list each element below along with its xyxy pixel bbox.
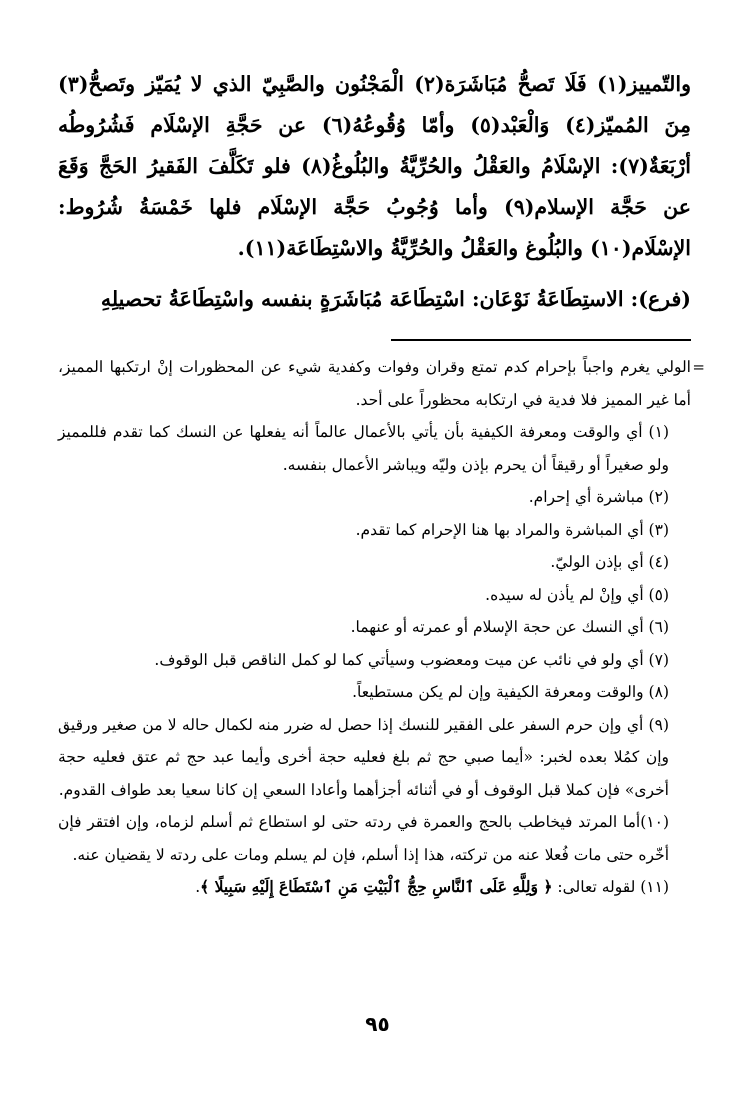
footnote-8: (٨) والوقت ومعرفة الكيفية وإن لم يكن مستطيعاً. bbox=[352, 683, 669, 701]
footnote-3: (٣) أي المباشرة والمراد بها هنا الإحرام كما تقدم. bbox=[355, 520, 669, 539]
footnote-separator bbox=[391, 339, 691, 341]
continuation-mark: = bbox=[692, 358, 705, 376]
footnote-11 bbox=[58, 871, 691, 904]
quran-verse: ﴿ وَلِلَّهِ عَلَى ٱلنَّاسِ حِجُّ ٱلْبَيْتِ مَنِ ٱسْتَطَاعَ إِلَيْهِ سَبِيلًا ﴾ bbox=[200, 877, 553, 896]
footnotes bbox=[58, 351, 705, 904]
footnote-2: (٢) مباشرة أي إحرام. bbox=[528, 488, 669, 506]
footnote-1: (١) أي والوقت ومعرفة الكيفية بأن يأتي بالأعمال عالماً أنه يفعلها عن النسك كما تقدم فللمميز ولو صغيراً أو رقيقاً أن يحرم بإذن وليّه ويباشر الأعمال بنفسه. bbox=[58, 423, 669, 474]
footnote-7: (٧) أي ولو في نائب عن ميت ومعضوب وسيأتي كما لو كمل الناقص قبل الوقوف. bbox=[154, 650, 669, 669]
footnote-11-suffix: . bbox=[195, 878, 201, 896]
main-text bbox=[58, 64, 691, 320]
footnote-continuation: الولي يغرم واجباً بإحرام كدم تمتع وقران وفوات وكفدية شيء عن المحظورات إنْ ارتكبها المميز، أما غير المميز فلا فدية في ارتكابه محظوراً على أحد. bbox=[58, 358, 691, 409]
footnote-9: (٩) أي وإن حرم السفر على الفقير للنسك إذا حصل له ضرر منه لكمال حاله لا من صغير ورقيق وإن كمُلا بعده لخبر: «أيما صبي حج ثم بلغ فعليه حجة أخرى وأيما عبد حج ثم عتق فعليه حجة أخرى» فإن كملا قبل الوقوف أو في أثنائه أجزأهما وأعادا السعي إن كانا سعيا بعد طواف القدوم. bbox=[58, 715, 669, 799]
footnote-5: (٥) أي وإنْ لم يأذن له سيده. bbox=[485, 585, 669, 604]
footnote-10: (١٠)أما المرتد فيخاطب بالحج والعمرة في ردته حتى لو استطاع ثم أسلم لزماه، وإن افتقر فإن أخّره حتى مات فُعلا عنه من تركته، هذا إذا أسلم، فإن لم يسلم ومات على ردته لا يقضيان عنه. bbox=[58, 813, 669, 864]
subsection-paragraph: (فرع): الاستِطَاعَةُ نَوْعَان: اسْتِطَاعَة مُبَاشَرَةٍ بنفسه واسْتِطَاعَةُ تحصيلِهِ bbox=[100, 287, 691, 311]
footnote-6: (٦) أي النسك عن حجة الإسلام أو عمرته أو عنهما. bbox=[350, 618, 669, 636]
footnote-11-prefix: (١١) لقوله تعالى: bbox=[552, 878, 669, 896]
page-number: ٩٥ bbox=[365, 1012, 390, 1036]
main-paragraph: والتّمييز(١) فَلَا تَصحُّ مُبَاشَرَة(٢) الْمَجْنُون والصَّبِيّ الذي لا يُمَيّز وتَصحُّ(٣) مِنَ المُميّز(٤) وَالْعَبْد(٥) وأمّا وُقُوعُهُ(٦) عن حَجَّةِ الإسْلَام فَشُرُوطُه أرْبَعَةٌ(٧): الإسْلَامُ والعَقْلُ والحُرِّيَّةُ والبُلُوغُ(٨) فلو تَكَلَّفَ الفَقيرُ الحَجَّ وَقَعَ عن حَجَّة الإسلام(٩) وأما وُجُوبُ حَجَّة الإسْلَام فلها خَمْسَةُ شُرُوط: الإسْلَام(١٠) والبُلُوغ والعَقْلُ والحُرِّيَّةُ والاسْتِطَاعَة(١١). bbox=[58, 72, 692, 260]
footnote-4: (٤) أي بإذن الوليّ. bbox=[550, 553, 669, 571]
